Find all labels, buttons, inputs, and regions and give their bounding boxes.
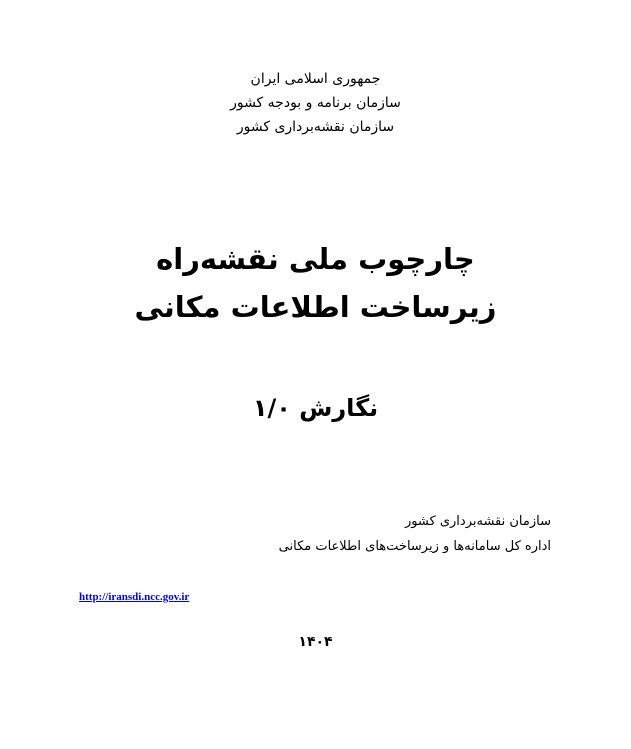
website-link[interactable]: http://iransdi.ncc.gov.ir [79,591,190,603]
publisher-block [279,509,551,559]
publisher-department: اداره کل سامانه‌ها و زیرساخت‌های اطلاعات مکانی [278,539,551,554]
title-line-2: زیرساخت اطلاعات مکانی [134,290,497,324]
title-line-1: چارچوب ملی نقشه‌راه [156,242,475,276]
country-name: جمهوری اسلامی ایران [250,71,381,87]
publisher-organization: سازمان نقشه‌برداری کشور [404,514,551,529]
document-title [0,235,631,331]
mapping-organization-name: سازمان نقشه‌برداری کشور [236,119,395,135]
version-label: نگارش ۱/۰ [252,394,379,422]
issuing-authorities [0,67,631,139]
publication-year: ۱۴۰۴ [298,634,333,650]
budget-organization-name: سازمان برنامه و بودجه کشور [230,95,401,111]
